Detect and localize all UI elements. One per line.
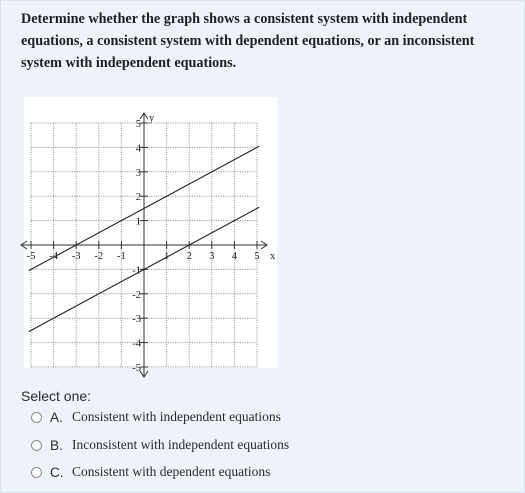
graph-background — [24, 97, 277, 368]
x-tick-label: 5 — [254, 251, 260, 262]
graph-figure — [24, 97, 277, 374]
y-tick-label: -2 — [132, 289, 141, 301]
option-text: Consistent with dependent equations — [72, 464, 271, 479]
x-tick-label: 1 — [163, 251, 170, 262]
radio-button[interactable] — [31, 412, 42, 423]
radio-button[interactable] — [31, 467, 42, 478]
x-tick-label: 2 — [186, 251, 192, 262]
y-tick-label: -4 — [132, 338, 141, 350]
y-tick-label: 4 — [135, 143, 141, 155]
y-tick-label: -3 — [132, 314, 141, 326]
y-axis-label: y — [149, 113, 155, 124]
y-tick-label: 1 — [135, 216, 141, 228]
x-tick-label: 3 — [209, 251, 215, 262]
x-tick-label: -4 — [49, 251, 58, 262]
y-tick-label: -1 — [132, 265, 141, 277]
select-one-label: Select one: — [21, 388, 92, 404]
x-tick-label: -2 — [94, 251, 104, 262]
radio-button[interactable] — [31, 440, 42, 451]
coordinate-graph — [24, 97, 277, 374]
question-prompt: Determine whether the graph shows a consistent system with independent equations, a consistent system with dependent equations, or an inconsistent system with independent equations. — [21, 11, 475, 71]
option-a[interactable] — [31, 405, 331, 429]
option-b[interactable] — [31, 433, 331, 457]
option-letter: C. — [50, 464, 64, 480]
option-text: Inconsistent with independent equations — [72, 437, 290, 452]
x-axis-label: x — [270, 251, 276, 262]
x-tick-label: 4 — [231, 251, 238, 262]
y-tick-label: 2 — [135, 192, 141, 204]
x-tick-label: -1 — [117, 251, 126, 262]
y-tick-label: 3 — [135, 167, 141, 179]
y-tick-label: 5 — [135, 119, 141, 130]
option-letter: A. — [50, 409, 63, 425]
x-tick-label: -5 — [26, 251, 36, 262]
x-tick-label: -3 — [71, 251, 81, 262]
option-text: Consistent with independent equations — [72, 409, 281, 424]
option-c[interactable] — [31, 460, 331, 484]
option-letter: B. — [50, 437, 63, 453]
y-tick-label: -5 — [132, 363, 141, 374]
